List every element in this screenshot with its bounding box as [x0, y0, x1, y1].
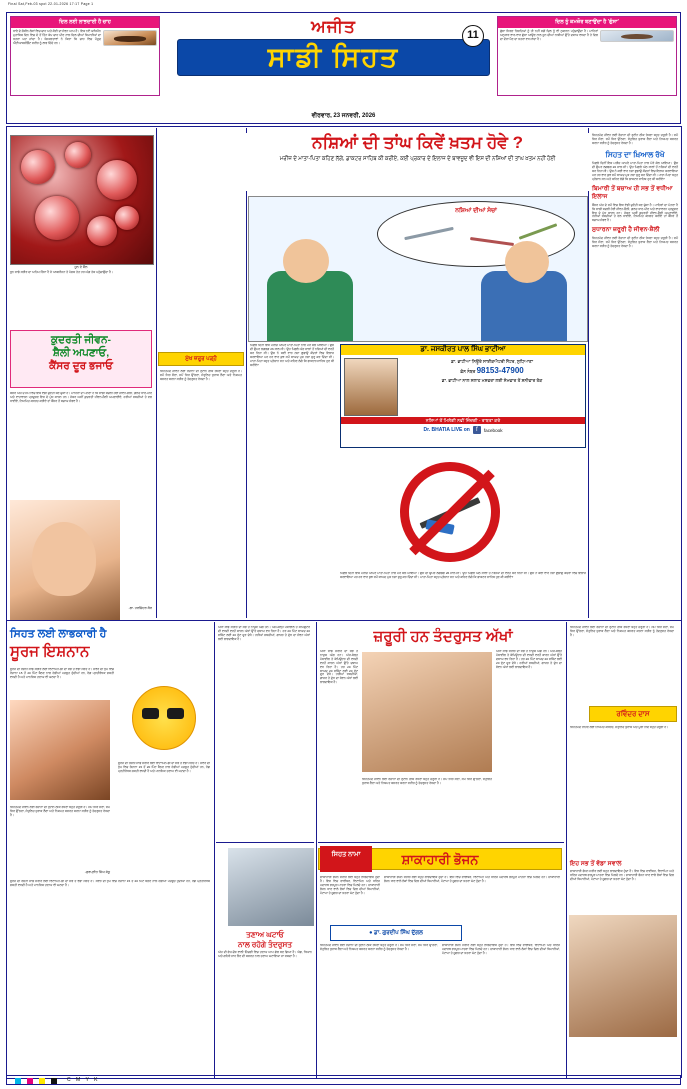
doctor-phone[interactable]: 98153-47900 [476, 366, 524, 375]
doctor-footer-banner: ਨਸ਼ਿਆਂ ਤੋਂ ਮਿਲੇਗੀ ਨਵੀਂ ਜ਼ਿੰਦਗੀ - ਰਾਬਤਾ ਕਰੋ [341, 417, 585, 424]
two-men-talking-illustration [248, 196, 588, 342]
rule-col2 [246, 128, 247, 618]
frame-left [6, 126, 7, 1078]
author-icon: ● [369, 930, 373, 936]
lower-right-subhead: ਇਹ ਸਭ ਤੋਂ ਵੱਡਾ ਸਵਾਲ [570, 860, 622, 867]
blood-body-text: ਖ਼ੂਨ ਸਾਡੇ ਸਰੀਰ ਦਾ ਅਹਿਮ ਹਿੱਸਾ ਹੈ ਜੋ ਆਕਸੀਜਨ ਤੇ ਪੋਸ਼ਕ ਤੱਤ ਹਰ ਅੰਗ ਤੱਕ ਪਹੁੰਚਾਉਂਦਾ ਹੈ। [10, 270, 113, 274]
lead-body-col1b: ਸਿਹਤਮੰਦ ਜੀਵਨ ਲਈ ਰੋਜ਼ਾਨਾ ਦੀ ਰੁਟੀਨ ਠੀਕ ਰੱਖਣਾ ਬਹੁਤ ਜ਼ਰੂਰੀ ਹੈ। ਸਮੇਂ ਸਿਰ ਸੌਣਾ, ਸਮੇਂ ਸਿਰ ਉੱਠਣਾ, ਸੰਤੁਲਿਤ ਖ਼ੁਰਾਕ ਲੈਣਾ ਅਤੇ ਨਿਯਮਤ ਕਸਰਤ ਕਰਨਾ ਸਰੀਰ ਨੂੰ ਤੰਦਰੁਸਤ ਰੱਖਦਾ ਹੈ। [160, 370, 242, 381]
tea-story-headline: ਦਿਲ ਲਈ ਲਾਭਦਾਈ ਹੈ ਚਾਹ [11, 17, 159, 28]
phone-stress-body: ਅੱਜ ਦੀ ਭੱਜ-ਦੌੜ ਵਾਲੀ ਜ਼ਿੰਦਗੀ ਵਿਚ ਤਣਾਅ ਆਮ ਗੱਲ ਬਣ ਗਿਆ ਹੈ। ਯੋਗ, ਧਿਆਨ ਅਤੇ ਗਹਿਰੇ ਸਾਹ ਲੈਣ ਦੀ ਕਸਰਤ ਨਾਲ ਤਣਾਅ ਘਟਾਇਆ ਜਾ ਸਕਦਾ ਹੈ। [218, 950, 312, 958]
sunbath-title-line1: ਸਿਹਤ ਲਈ ਲਾਭਕਾਰੀ ਹੈ [10, 628, 107, 640]
lead-body-col2: ਪਿਛਲੇ ਦਿਨੀਂ ਇਕ ਮਰੀਜ਼ ਆਪਣੇ ਮਾਤਾ-ਪਿਤਾ ਨਾਲ ਮੇਰੇ ਕੋਲ ਆਇਆ। ਉਸ ਦੀ ਉਮਰ ਲਗਭਗ 26 ਸਾਲ ਸੀ। ਉਹ ਪਿਛਲੇ ਅੱਠ ਸਾਲਾਂ ਤੋਂ ਨਸ਼ਿਆਂ ਦੀ ਵਰਤੋਂ ਕਰ ਰਿਹਾ ਸੀ। ਉਸ ਨੇ ਕਈ ਵਾਰ ਨਸ਼ਾ ਛੁਡਾਊ ਕੇਂਦਰਾਂ ਵਿਚ ਇਲਾਜ ਕਰਵਾਇਆ ਪਰ ਹਰ ਵਾਰ ਕੁਝ ਸਮੇਂ ਬਾਅਦ ਮੁੜ ਨਸ਼ਾ ਸ਼ੁਰੂ ਕਰ ਦਿੰਦਾ ਸੀ। ਮਾਤਾ-ਪਿਤਾ ਬਹੁਤ ਪ੍ਰੇਸ਼ਾਨ ਸਨ ਅਤੇ ਕਹਿਣ ਲੱਗੇ ਕਿ ਡਾਕਟਰ ਸਾਹਿਬ ਹੁਣ ਕੀ ਕਰੀਏ? [250, 344, 334, 367]
facebook-icon[interactable]: f [473, 426, 481, 434]
eyes-headline: ਜ਼ਰੂਰੀ ਹਨ ਤੰਦਰੁਸਤ ਅੱਖਾਂ [373, 628, 513, 645]
masthead [6, 12, 681, 124]
right-col-body-4: ਸਿਹਤਮੰਦ ਜੀਵਨ ਲਈ ਰੋਜ਼ਾਨਾ ਦੀ ਰੁਟੀਨ ਠੀਕ ਰੱਖਣਾ ਬਹੁਤ ਜ਼ਰੂਰੀ ਹੈ। ਸਮੇਂ ਸਿਰ ਸੌਣਾ, ਸਮੇਂ ਸਿਰ ਉੱਠਣਾ, ਸੰਤੁਲਿਤ ਖ਼ੁਰਾਕ ਲੈਣਾ ਅਤੇ ਨਿਯਮਤ ਕਸਰਤ ਕਰਨਾ ਸਰੀਰ ਨੂੰ ਤੰਦਰੁਸਤ ਰੱਖਦਾ ਹੈ। [592, 236, 678, 249]
doctor-portrait [344, 358, 398, 416]
cmyk-label: C M Y K [67, 1077, 100, 1083]
lead-subhead: ਮਰੀਜ਼ ਦੇ ਮਾਤਾ-ਪਿਤਾ ਕਹਿਣ ਲੱਗੇ, ਡਾਕਟਰ ਸਾਹਿਬ ਕੀ ਕਰੀਏ, ਕਈ ਪ੍ਰਕਾਰ ਦੇ ਇਲਾਜ ਦੇ ਬਾਵਜੂਦ ਵੀ ਇਸ ਦੀ ਨਸ਼ਿਆਂ ਦੀ ਤਾਂਘ ਖ਼ਤਮ ਨਹੀਂ ਹੋਈ [279, 156, 556, 162]
live-platform: facebook [483, 427, 503, 433]
rule-col1 [156, 128, 157, 618]
lead-body-under-sign: ਪਿਛਲੇ ਦਿਨੀਂ ਇਕ ਮਰੀਜ਼ ਆਪਣੇ ਮਾਤਾ-ਪਿਤਾ ਨਾਲ ਮੇਰੇ ਕੋਲ ਆਇਆ। ਉਸ ਦੀ ਉਮਰ ਲਗਭਗ 26 ਸਾਲ ਸੀ। ਉਹ ਪਿਛਲੇ ਅੱਠ ਸਾਲਾਂ ਤੋਂ ਨਸ਼ਿਆਂ ਦੀ ਵਰਤੋਂ ਕਰ ਰਿਹਾ ਸੀ। ਉਸ ਨੇ ਕਈ ਵਾਰ ਨਸ਼ਾ ਛੁਡਾਊ ਕੇਂਦਰਾਂ ਵਿਚ ਇਲਾਜ ਕਰਵਾਇਆ ਪਰ ਹਰ ਵਾਰ ਕੁਝ ਸਮੇਂ ਬਾਅਦ ਮੁੜ ਨਸ਼ਾ ਸ਼ੁਰੂ ਕਰ ਦਿੰਦਾ ਸੀ। ਮਾਤਾ-ਪਿਤਾ ਬਹੁਤ ਪ੍ਰੇਸ਼ਾਨ ਸਨ ਅਤੇ ਕਹਿਣ ਲੱਗੇ ਕਿ ਡਾਕਟਰ ਸਾਹਿਬ ਹੁਣ ਕੀ ਕਰੀਏ? [340, 572, 586, 579]
eyes-body-left: ਅੱਖਾਂ ਸਾਡੇ ਸਰੀਰ ਦਾ ਸਭ ਤੋਂ ਨਾਜ਼ੁਕ ਅੰਗ ਹਨ। ਅੱਜ-ਕੱਲ੍ਹ ਮੋਬਾਈਲ ਤੇ ਕੰਪਿਊਟਰ ਦੀ ਵਧਦੀ ਵਰਤੋਂ ਕਾਰਨ ਅੱਖਾਂ ਉੱਤੇ ਦਬਾਅ ਵਧ ਰਿਹਾ ਹੈ। ਹਰ 20 ਮਿੰਟ ਬਾਅਦ 20 ਸਕਿੰਟ ਲਈ 20 ਫੁੱਟ ਦੂਰ ਦੇਖੋ। ਹਰੀਆਂ ਸਬਜ਼ੀਆਂ, ਗਾਜਰ ਤੇ ਦੁੱਧ ਦਾ ਸੇਵਨ ਅੱਖਾਂ ਲਈ ਲਾਭਦਾਇਕ ਹੈ। [320, 650, 358, 685]
cancer-title-line3: ਕੈਂਸਰ ਦੂਰ ਭਜਾਓ [49, 360, 113, 372]
person-green-head [283, 239, 329, 283]
sunbath-title-line2: ਸੂਰਜ ਇਸ਼ਨਾਨ [10, 643, 90, 660]
vegetarian-title: ਸ਼ਾਕਾਹਾਰੀ ਭੋਜਨ [401, 852, 479, 867]
blood-photo-caption: ਖ਼ੂਨ ਦੇ ਸੈੱਲ [74, 265, 88, 269]
cyan-swatch [15, 1078, 21, 1084]
lower-col2-text: ਅੱਖਾਂ ਸਾਡੇ ਸਰੀਰ ਦਾ ਸਭ ਤੋਂ ਨਾਜ਼ੁਕ ਅੰਗ ਹਨ। ਅੱਜ-ਕੱਲ੍ਹ ਮੋਬਾਈਲ ਤੇ ਕੰਪਿਊਟਰ ਦੀ ਵਧਦੀ ਵਰਤੋਂ ਕਾਰਨ ਅੱਖਾਂ ਉੱਤੇ ਦਬਾਅ ਵਧ ਰਿਹਾ ਹੈ। ਹਰ 20 ਮਿੰਟ ਬਾਅਦ 20 ਸਕਿੰਟ ਲਈ 20 ਫੁੱਟ ਦੂਰ ਦੇਖੋ। ਹਰੀਆਂ ਸਬਜ਼ੀਆਂ, ਗਾਜਰ ਤੇ ਦੁੱਧ ਦਾ ਸੇਵਨ ਅੱਖਾਂ ਲਈ ਲਾਭਦਾਇਕ ਹੈ। [218, 626, 310, 641]
black-swatch [51, 1078, 57, 1084]
masthead-right-story [497, 16, 677, 96]
rule-phone-top [216, 842, 314, 843]
sunbath-body-left: ਸਿਹਤਮੰਦ ਜੀਵਨ ਲਈ ਰੋਜ਼ਾਨਾ ਦੀ ਰੁਟੀਨ ਠੀਕ ਰੱਖਣਾ ਬਹੁਤ ਜ਼ਰੂਰੀ ਹੈ। ਸਮੇਂ ਸਿਰ ਸੌਣਾ, ਸਮੇਂ ਸਿਰ ਉੱਠਣਾ, ਸੰਤੁਲਿਤ ਖ਼ੁਰਾਕ ਲੈਣਾ ਅਤੇ ਨਿਯਮਤ ਕਸਰਤ ਕਰਨਾ ਸਰੀਰ ਨੂੰ ਤੰਦਰੁਸਤ ਰੱਖਦਾ ਹੈ। [10, 806, 110, 817]
masthead-left-story [10, 16, 160, 96]
ravinder-tag-box: ਰਵਿੰਦਰ ਦਾਸ [589, 706, 677, 722]
phone-label: ਫ਼ੋਨ ਨੰਬਰ [460, 369, 476, 374]
rule-lower2 [316, 622, 317, 1078]
anger-story-body: ਗੁੱਸਾ ਸਿਰਫ਼ ਰਿਸ਼ਤਿਆਂ ਨੂੰ ਹੀ ਨਹੀਂ ਸਗੋਂ ਦਿਲ ਨੂੰ ਵੀ ਨੁਕਸਾਨ ਪਹੁੰਚਾਉਂਦਾ ਹੈ। ਮਾਹਿਰਾਂ ਅਨੁਸਾਰ ਵਾਰ-ਵਾਰ ਗੁੱਸਾ ਆਉਣ ਨਾਲ ਖ਼ੂਨ ਦੀਆਂ ਨਾੜੀਆਂ ਉੱਤੇ ਦਬਾਅ ਵਧਦਾ ਹੈ ਤੇ ਦਿਲ ਦਾ ਦੌਰਾ ਪੈਣ ਦਾ ਖ਼ਤਰਾ ਵਧ ਜਾਂਦਾ ਹੈ। [500, 29, 598, 41]
footer-bar [6, 1075, 681, 1085]
woman-sunbathing-photo [10, 700, 110, 800]
right-col-body-2: ਪਿਛਲੇ ਦਿਨੀਂ ਇਕ ਮਰੀਜ਼ ਆਪਣੇ ਮਾਤਾ-ਪਿਤਾ ਨਾਲ ਮੇਰੇ ਕੋਲ ਆਇਆ। ਉਸ ਦੀ ਉਮਰ ਲਗਭਗ 26 ਸਾਲ ਸੀ। ਉਹ ਪਿਛਲੇ ਅੱਠ ਸਾਲਾਂ ਤੋਂ ਨਸ਼ਿਆਂ ਦੀ ਵਰਤੋਂ ਕਰ ਰਿਹਾ ਸੀ। ਉਸ ਨੇ ਕਈ ਵਾਰ ਨਸ਼ਾ ਛੁਡਾਊ ਕੇਂਦਰਾਂ ਵਿਚ ਇਲਾਜ ਕਰਵਾਇਆ ਪਰ ਹਰ ਵਾਰ ਕੁਝ ਸਮੇਂ ਬਾਅਦ ਮੁੜ ਨਸ਼ਾ ਸ਼ੁਰੂ ਕਰ ਦਿੰਦਾ ਸੀ। ਮਾਤਾ-ਪਿਤਾ ਬਹੁਤ ਪ੍ਰੇਸ਼ਾਨ ਸਨ ਅਤੇ ਕਹਿਣ ਲੱਗੇ ਕਿ ਡਾਕਟਰ ਸਾਹਿਬ ਹੁਣ ਕੀ ਕਰੀਏ? [592, 161, 678, 181]
blood-cells-photo [10, 135, 154, 265]
masthead-center [177, 17, 490, 76]
man-eye-exercise-photo [362, 652, 492, 772]
rule-veg-top [318, 842, 564, 843]
doctor-info-box [340, 344, 586, 448]
vegetarian-body-b: ਸ਼ਾਕਾਹਾਰੀ ਭੋਜਨ ਸਰੀਰ ਲਈ ਬਹੁਤ ਲਾਭਦਾਇਕ ਹੁੰਦਾ ਹੈ। ਇਸ ਵਿਚ ਫਾਈਬਰ, ਵਿਟਾਮਿਨ ਅਤੇ ਖਣਿਜ ਪਦਾਰਥ ਭਰਪੂਰ ਮਾਤਰਾ ਵਿਚ ਮਿਲਦੇ ਹਨ। ਸ਼ਾਕਾਹਾਰੀ ਭੋਜਨ ਖਾਣ ਵਾਲੇ ਲੋਕਾਂ ਵਿਚ ਦਿਲ ਦੀਆਂ ਬਿਮਾਰੀਆਂ, ਮੋਟਾਪਾ ਤੇ ਸ਼ੂਗਰ ਦਾ ਖ਼ਤਰਾ ਘੱਟ ਹੁੰਦਾ ਹੈ। [384, 876, 560, 883]
cancer-headline-box [10, 330, 152, 388]
doctor-name: ਡਾ. ਜਸਕੀਰਤ ਪਾਲ ਸਿੰਘ ਭਾਟੀਆ [341, 345, 585, 355]
rule-under-masthead [6, 126, 681, 127]
syringe-icon [404, 227, 454, 240]
page-number: 11 [462, 25, 484, 47]
sihat-nama-tag: ਸਿਹਤ ਨਾਮਾ [320, 846, 372, 872]
sunbath-body-bottom: ਸੂਰਜ ਦੀ ਰੌਸ਼ਨੀ ਸਾਡੇ ਸਰੀਰ ਲਈ ਵਿਟਾਮਿਨ-ਡੀ ਦਾ ਸਭ ਤੋਂ ਵੱਡਾ ਸਰੋਤ ਹੈ। ਸਵੇਰ ਦੀ ਧੁੱਪ ਵਿਚ ਰੋਜ਼ਾਨਾ 15 ਤੋਂ 20 ਮਿੰਟ ਬੈਠਣ ਨਾਲ ਹੱਡੀਆਂ ਮਜ਼ਬੂਤ ਹੁੰਦੀਆਂ ਹਨ, ਰੋਗ ਪ੍ਰਤੀਰੋਧਕ ਸ਼ਕਤੀ ਵਧਦੀ ਹੈ ਅਤੇ ਮਾਨਸਿਕ ਤਣਾਅ ਵੀ ਘਟਦਾ ਹੈ। [10, 880, 210, 887]
phone-stress-title1: ਤਣਾਅ ਘਟਾਓ [246, 930, 284, 939]
sun-cartoon [118, 672, 210, 758]
sunbath-body-right: ਸੂਰਜ ਦੀ ਰੌਸ਼ਨੀ ਸਾਡੇ ਸਰੀਰ ਲਈ ਵਿਟਾਮਿਨ-ਡੀ ਦਾ ਸਭ ਤੋਂ ਵੱਡਾ ਸਰੋਤ ਹੈ। ਸਵੇਰ ਦੀ ਧੁੱਪ ਵਿਚ ਰੋਜ਼ਾਨਾ 15 ਤੋਂ 20 ਮਿੰਟ ਬੈਠਣ ਨਾਲ ਹੱਡੀਆਂ ਮਜ਼ਬੂਤ ਹੁੰਦੀਆਂ ਹਨ, ਰੋਗ ਪ੍ਰਤੀਰੋਧਕ ਸ਼ਕਤੀ ਵਧਦੀ ਹੈ ਅਤੇ ਮਾਨਸਿਕ ਤਣਾਅ ਵੀ ਘਟਦਾ ਹੈ। [118, 762, 210, 773]
lower-right-body-3: ਸ਼ਾਕਾਹਾਰੀ ਭੋਜਨ ਸਰੀਰ ਲਈ ਬਹੁਤ ਲਾਭਦਾਇਕ ਹੁੰਦਾ ਹੈ। ਇਸ ਵਿਚ ਫਾਈਬਰ, ਵਿਟਾਮਿਨ ਅਤੇ ਖਣਿਜ ਪਦਾਰਥ ਭਰਪੂਰ ਮਾਤਰਾ ਵਿਚ ਮਿਲਦੇ ਹਨ। ਸ਼ਾਕਾਹਾਰੀ ਭੋਜਨ ਖਾਣ ਵਾਲੇ ਲੋਕਾਂ ਵਿਚ ਦਿਲ ਦੀਆਂ ਬਿਮਾਰੀਆਂ, ਮੋਟਾਪਾ ਤੇ ਸ਼ੂਗਰ ਦਾ ਖ਼ਤਰਾ ਘੱਟ ਹੁੰਦਾ ਹੈ। [570, 869, 674, 881]
thinking-woman-photo [10, 500, 120, 620]
frame-right [681, 126, 682, 1078]
lead-headline: ਨਸ਼ਿਆਂ ਦੀ ਤਾਂਘ ਕਿਵੇਂ ਖ਼ਤਮ ਹੋਵੇ ? [311, 133, 524, 152]
eyes-body-right: ਅੱਖਾਂ ਸਾਡੇ ਸਰੀਰ ਦਾ ਸਭ ਤੋਂ ਨਾਜ਼ੁਕ ਅੰਗ ਹਨ। ਅੱਜ-ਕੱਲ੍ਹ ਮੋਬਾਈਲ ਤੇ ਕੰਪਿਊਟਰ ਦੀ ਵਧਦੀ ਵਰਤੋਂ ਕਾਰਨ ਅੱਖਾਂ ਉੱਤੇ ਦਬਾਅ ਵਧ ਰਿਹਾ ਹੈ। ਹਰ 20 ਮਿੰਟ ਬਾਅਦ 20 ਸਕਿੰਟ ਲਈ 20 ਫੁੱਟ ਦੂਰ ਦੇਖੋ। ਹਰੀਆਂ ਸਬਜ਼ੀਆਂ, ਗਾਜਰ ਤੇ ਦੁੱਧ ਦਾ ਸੇਵਨ ਅੱਖਾਂ ਲਈ ਲਾਭਦਾਇਕ ਹੈ। [496, 650, 562, 669]
vegetarian-body-a: ਸ਼ਾਕਾਹਾਰੀ ਭੋਜਨ ਸਰੀਰ ਲਈ ਬਹੁਤ ਲਾਭਦਾਇਕ ਹੁੰਦਾ ਹੈ। ਇਸ ਵਿਚ ਫਾਈਬਰ, ਵਿਟਾਮਿਨ ਅਤੇ ਖਣਿਜ ਪਦਾਰਥ ਭਰਪੂਰ ਮਾਤਰਾ ਵਿਚ ਮਿਲਦੇ ਹਨ। ਸ਼ਾਕਾਹਾਰੀ ਭੋਜਨ ਖਾਣ ਵਾਲੇ ਲੋਕਾਂ ਵਿਚ ਦਿਲ ਦੀਆਂ ਬਿਮਾਰੀਆਂ, ਮੋਟਾਪਾ ਤੇ ਸ਼ੂਗਰ ਦਾ ਖ਼ਤਰਾ ਘੱਟ ਹੁੰਦਾ ਹੈ। [320, 876, 380, 895]
cancer-body-text: ਕੈਂਸਰ ਅੱਜ ਦੇ ਸਮੇਂ ਵਿਚ ਇਕ ਵੱਡੀ ਚੁਣੌਤੀ ਬਣ ਚੁੱਕਾ ਹੈ। ਮਾਹਿਰਾਂ ਦਾ ਮੰਨਣਾ ਹੈ ਕਿ ਸਾਡੀ ਬਦਲੀ ਹੋਈ ਜੀਵਨ-ਸ਼ੈਲੀ, ਗ਼ਲਤ ਖਾਣ-ਪੀਣ ਅਤੇ ਵਾਤਾਵਰਨ ਪ੍ਰਦੂਸ਼ਣ ਇਸ ਦੇ ਮੁੱਖ ਕਾਰਨ ਹਨ। ਜੇਕਰ ਅਸੀਂ ਕੁਦਰਤੀ ਜੀਵਨ-ਸ਼ੈਲੀ ਅਪਣਾਈਏ, ਹਰੀਆਂ ਸਬਜ਼ੀਆਂ ਤੇ ਫਲ ਖਾਈਏ, ਨਿਯਮਿਤ ਕਸਰਤ ਕਰੀਏ ਤਾਂ ਕੈਂਸਰ ਤੋਂ ਬਚਾਅ ਸੰਭਵ ਹੈ। [10, 392, 152, 403]
tea-cup-photo [103, 30, 157, 46]
no-drugs-sign [392, 458, 512, 568]
right-col-heading: ਸਿਹਤ ਦਾ ਖ਼ਿਆਲ ਰੱਖੋ [605, 149, 665, 159]
lower-right-body-1: ਸਿਹਤਮੰਦ ਜੀਵਨ ਲਈ ਰੋਜ਼ਾਨਾ ਦੀ ਰੁਟੀਨ ਠੀਕ ਰੱਖਣਾ ਬਹੁਤ ਜ਼ਰੂਰੀ ਹੈ। ਸਮੇਂ ਸਿਰ ਸੌਣਾ, ਸਮੇਂ ਸਿਰ ਉੱਠਣਾ, ਸੰਤੁਲਿਤ ਖ਼ੁਰਾਕ ਲੈਣਾ ਅਤੇ ਨਿਯਮਤ ਕਸਰਤ ਕਰਨਾ ਸਰੀਰ ਨੂੰ ਤੰਦਰੁਸਤ ਰੱਖਦਾ ਹੈ। [570, 626, 674, 637]
phone-stress-title2: ਨਾਲ ਰਹੋਗੇ ਤੰਦਰੁਸਤ [238, 939, 292, 949]
vegetarian-author-box [330, 925, 462, 941]
print-bar: Final Sat,Feb-03 spot 22-01-2026 17:17 Page 1 [8, 2, 94, 6]
doctor-consult-note: ਡਾ. ਭਾਟੀਆ ਨਾਲ ਸਲਾਹ ਮਸ਼ਵਰਾ ਲਈ ਸੋਮਵਾਰ ਤੋਂ ਸ਼ਨੀਵਾਰ ਤੱਕ [441, 378, 543, 383]
tea-story-body: ਖਾਣੇ ਦੇ ਸ਼ੌਕੀਨ ਲੋਕਾਂ ਵਿਚ ਚਾਹ ਅਤੇ ਕੌਫੀ ਦਾ ਸੇਵਨ ਆਮ ਹੈ। ਇਕ ਨਵੇਂ ਅਧਿਐਨ ਮੁਤਾਬਿਕ ਦਿਨ ਵਿਚ ਦੋ ਤੋਂ ਤਿੰਨ ਕੱਪ ਚਾਹ ਪੀਣ ਨਾਲ ਦਿਲ ਦੀਆਂ ਬਿਮਾਰੀਆਂ ਦਾ ਖ਼ਤਰਾ ਘਟ ਜਾਂਦਾ ਹੈ। ਖੋਜਕਰਤਾਵਾਂ ਨੇ ਕਿਹਾ ਕਿ ਚਾਹ ਵਿਚ ਮੌਜੂਦ ਐਂਟੀਆਕਸੀਡੈਂਟ ਸਰੀਰ ਨੂੰ ਲਾਭ ਦਿੰਦੇ ਹਨ। [13, 29, 101, 45]
dateline: ਵੀਰਵਾਰ, 23 ਜਨਵਰੀ, 2026 [311, 113, 376, 119]
vegetarian-author: ਡਾ. ਗੁਰਦੀਪ ਸਿੰਘ ਦੁੱਗਲ [374, 930, 423, 936]
sunbath-headline [10, 628, 206, 660]
anger-story-headline: ਦਿਲ ਨੂੰ ਕਮਜ਼ੋਰ ਬਣਾਉਂਦਾ ਹੈ 'ਗੁੱਸਾ' [498, 17, 676, 28]
right-col-sub3: ਸੁਧਾਰਨਾ ਜ਼ਰੂਰੀ ਹੈ ਜੀਵਨ-ਸ਼ੈਲੀ [592, 226, 660, 234]
vegetarian-body-d: ਸ਼ਾਕਾਹਾਰੀ ਭੋਜਨ ਸਰੀਰ ਲਈ ਬਹੁਤ ਲਾਭਦਾਇਕ ਹੁੰਦਾ ਹੈ। ਇਸ ਵਿਚ ਫਾਈਬਰ, ਵਿਟਾਮਿਨ ਅਤੇ ਖਣਿਜ ਪਦਾਰਥ ਭਰਪੂਰ ਮਾਤਰਾ ਵਿਚ ਮਿਲਦੇ ਹਨ। ਸ਼ਾਕਾਹਾਰੀ ਭੋਜਨ ਖਾਣ ਵਾਲੇ ਲੋਕਾਂ ਵਿਚ ਦਿਲ ਦੀਆਂ ਬਿਮਾਰੀਆਂ, ਮੋਟਾਪਾ ਤੇ ਸ਼ੂਗਰ ਦਾ ਖ਼ਤਰਾ ਘੱਟ ਹੁੰਦਾ ਹੈ। [442, 944, 560, 955]
cancer-title-line2: ਸ਼ੈਲੀ ਅਪਣਾਓ, [52, 347, 110, 359]
eyes-body-under-photo: ਸਿਹਤਮੰਦ ਜੀਵਨ ਲਈ ਰੋਜ਼ਾਨਾ ਦੀ ਰੁਟੀਨ ਠੀਕ ਰੱਖਣਾ ਬਹੁਤ ਜ਼ਰੂਰੀ ਹੈ। ਸਮੇਂ ਸਿਰ ਸੌਣਾ, ਸਮੇਂ ਸਿਰ ਉੱਠਣਾ, ਸੰਤੁਲਿਤ ਖ਼ੁਰਾਕ ਲੈਣਾ ਅਤੇ ਨਿਯਮਤ ਕਸਰਤ ਕਰਨਾ ਸਰੀਰ ਨੂੰ ਤੰਦਰੁਸਤ ਰੱਖਦਾ ਹੈ। [362, 778, 492, 785]
yellow-swatch [39, 1078, 45, 1084]
doctor-clinic: ਡਾ. ਭਾਟੀਆ ਨਿਊਰੋ ਸਾਈਕਐਟਰੀ ਸੈਂਟਰ, ਲੁਧਿਆਣਾ [451, 359, 533, 364]
right-col-sub2: ਬਿਮਾਰੀ ਤੋਂ ਬਚਾਅ ਹੀ ਸਭ ਤੋਂ ਵਧੀਆ ਇਲਾਜ [592, 184, 673, 200]
page-title: ਸਾਡੀ ਸਿਹਤ [267, 42, 400, 72]
capsule-icon [519, 223, 558, 239]
bubble-title: ਨਸ਼ਿਆਂ ਦੀਆਂ ਸੋਚਾਂ [455, 208, 497, 214]
rule-lower1 [214, 622, 215, 1078]
brand-name: ਅਜੀਤ [311, 17, 356, 36]
rule-lower3 [566, 622, 567, 1078]
yellow-callout-tag: ਮੁੱਖ ਜ਼ਰੂਰ ਪੜ੍ਹੋ [158, 352, 244, 366]
rule-col3 [588, 128, 589, 618]
cancer-title-line1: ਕੁਦਰਤੀ ਜੀਵਨ- [50, 334, 112, 346]
rule-mid [6, 620, 681, 621]
right-col-body-3: ਕੈਂਸਰ ਅੱਜ ਦੇ ਸਮੇਂ ਵਿਚ ਇਕ ਵੱਡੀ ਚੁਣੌਤੀ ਬਣ ਚੁੱਕਾ ਹੈ। ਮਾਹਿਰਾਂ ਦਾ ਮੰਨਣਾ ਹੈ ਕਿ ਸਾਡੀ ਬਦਲੀ ਹੋਈ ਜੀਵਨ-ਸ਼ੈਲੀ, ਗ਼ਲਤ ਖਾਣ-ਪੀਣ ਅਤੇ ਵਾਤਾਵਰਨ ਪ੍ਰਦੂਸ਼ਣ ਇਸ ਦੇ ਮੁੱਖ ਕਾਰਨ ਹਨ। ਜੇਕਰ ਅਸੀਂ ਕੁਦਰਤੀ ਜੀਵਨ-ਸ਼ੈਲੀ ਅਪਣਾਈਏ, ਹਰੀਆਂ ਸਬਜ਼ੀਆਂ ਤੇ ਫਲ ਖਾਈਏ, ਨਿਯਮਿਤ ਕਸਰਤ ਕਰੀਏ ਤਾਂ ਕੈਂਸਰ ਤੋਂ ਬਚਾਅ ਸੰਭਵ ਹੈ। [592, 202, 678, 223]
sunbath-body-top: ਸੂਰਜ ਦੀ ਰੌਸ਼ਨੀ ਸਾਡੇ ਸਰੀਰ ਲਈ ਵਿਟਾਮਿਨ-ਡੀ ਦਾ ਸਭ ਤੋਂ ਵੱਡਾ ਸਰੋਤ ਹੈ। ਸਵੇਰ ਦੀ ਧੁੱਪ ਵਿਚ ਰੋਜ਼ਾਨਾ 15 ਤੋਂ 20 ਮਿੰਟ ਬੈਠਣ ਨਾਲ ਹੱਡੀਆਂ ਮਜ਼ਬੂਤ ਹੁੰਦੀਆਂ ਹਨ, ਰੋਗ ਪ੍ਰਤੀਰੋਧਕ ਸ਼ਕਤੀ ਵਧਦੀ ਹੈ ਅਤੇ ਮਾਨਸਿਕ ਤਣਾਅ ਵੀ ਘਟਦਾ ਹੈ। [10, 668, 114, 679]
live-label: Dr. BHATIA LIVE on [423, 427, 470, 433]
person-blue-head [505, 241, 549, 283]
man-eating-salad-photo [569, 915, 677, 1037]
sunbath-credit: -ਗੁਰਪ੍ਰੀਤ ਸਿੰਘ ਸੰਧੂ [84, 870, 110, 874]
lower-right-body-2: ਸਿਹਤਮੰਦ ਰਹਿਣ ਲਈ ਨਿਯਮਤ ਕਸਰਤ, ਸੰਤੁਲਿਤ ਖ਼ੁਰਾਕ ਅਤੇ ਪੂਰੀ ਨੀਂਦ ਬਹੁਤ ਜ਼ਰੂਰੀ ਹੈ। [570, 726, 669, 729]
angry-man-photo [600, 30, 674, 42]
pill-strip-icon [470, 237, 514, 246]
cancer-credit: -ਡਾ. ਹਰਸ਼ਿੰਦਰ ਕੌਰ [128, 606, 152, 610]
vegetarian-body-c: ਸਿਹਤਮੰਦ ਜੀਵਨ ਲਈ ਰੋਜ਼ਾਨਾ ਦੀ ਰੁਟੀਨ ਠੀਕ ਰੱਖਣਾ ਬਹੁਤ ਜ਼ਰੂਰੀ ਹੈ। ਸਮੇਂ ਸਿਰ ਸੌਣਾ, ਸਮੇਂ ਸਿਰ ਉੱਠਣਾ, ਸੰਤੁਲਿਤ ਖ਼ੁਰਾਕ ਲੈਣਾ ਅਤੇ ਨਿਯਮਤ ਕਸਰਤ ਕਰਨਾ ਸਰੀਰ ਨੂੰ ਤੰਦਰੁਸਤ ਰੱਖਦਾ ਹੈ। [320, 944, 438, 951]
stressed-man-photo [228, 848, 314, 926]
magenta-swatch [27, 1078, 33, 1084]
section-title-band [177, 39, 490, 76]
right-col-body-1: ਸਿਹਤਮੰਦ ਜੀਵਨ ਲਈ ਰੋਜ਼ਾਨਾ ਦੀ ਰੁਟੀਨ ਠੀਕ ਰੱਖਣਾ ਬਹੁਤ ਜ਼ਰੂਰੀ ਹੈ। ਸਮੇਂ ਸਿਰ ਸੌਣਾ, ਸਮੇਂ ਸਿਰ ਉੱਠਣਾ, ਸੰਤੁਲਿਤ ਖ਼ੁਰਾਕ ਲੈਣਾ ਅਤੇ ਨਿਯਮਤ ਕਸਰਤ ਕਰਨਾ ਸਰੀਰ ਨੂੰ ਤੰਦਰੁਸਤ ਰੱਖਦਾ ਹੈ। [592, 133, 678, 145]
